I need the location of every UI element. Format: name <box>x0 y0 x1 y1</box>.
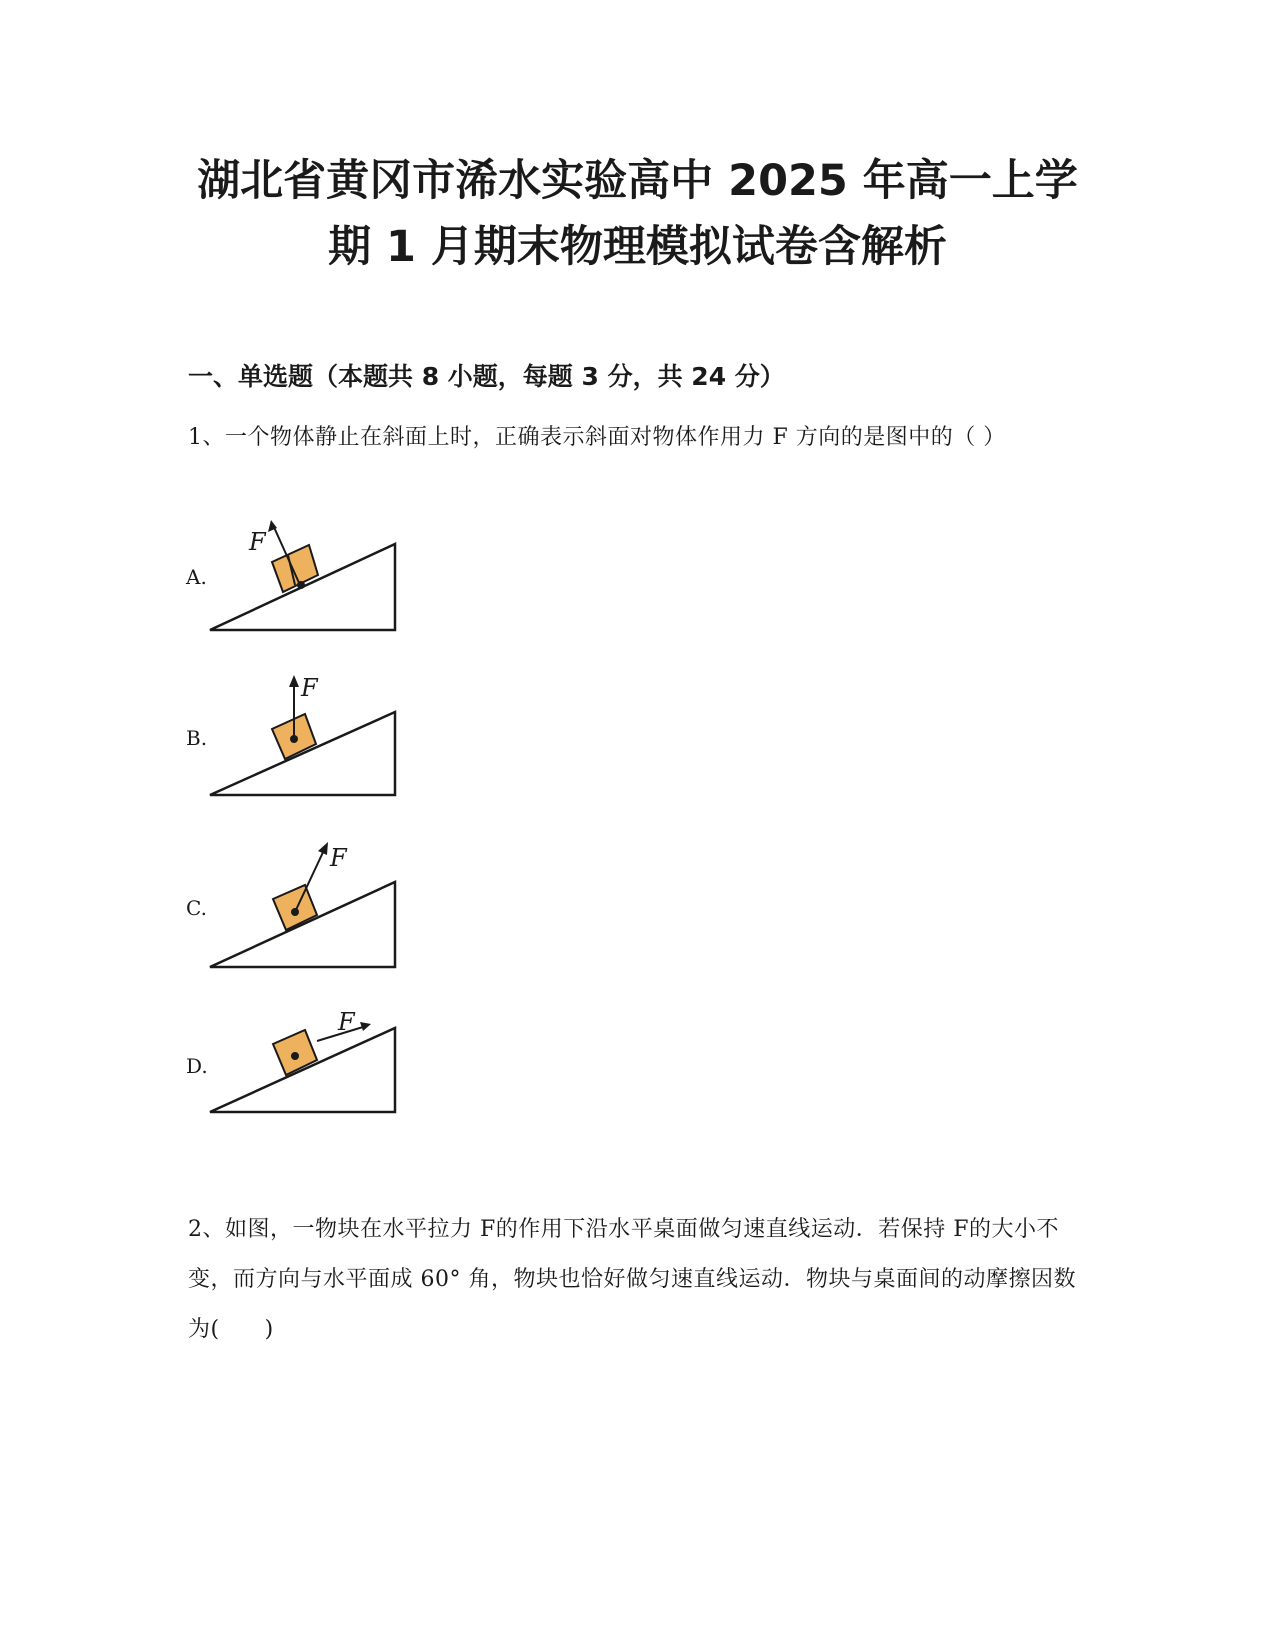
force-label: F <box>249 528 266 556</box>
section-heading: 一、单选题（本题共 8 小题，每题 3 分，共 24 分） <box>188 362 785 391</box>
option-a-figure <box>205 515 425 640</box>
force-arrowhead <box>289 675 299 687</box>
question-1-text: 1、一个物体静止在斜面上时，正确表示斜面对物体作用力 F 方向的是图中的（ ） <box>188 425 1006 450</box>
option-a-label: A. <box>186 565 207 589</box>
force-label: F <box>330 844 347 872</box>
option-c-figure <box>205 838 425 973</box>
center-dot <box>297 581 305 589</box>
option-c-label: C. <box>186 896 207 920</box>
force-arrowhead <box>360 1022 371 1031</box>
force-label: F <box>338 1008 355 1036</box>
center-dot <box>291 1052 299 1060</box>
option-b-label: B. <box>186 726 208 750</box>
option-d-figure <box>205 1008 425 1123</box>
option-b-figure <box>205 670 425 805</box>
force-label: F <box>301 674 318 702</box>
page-title-line-2: 期 1 月期末物理模拟试卷含解析 <box>328 222 947 272</box>
force-arrowhead <box>318 842 328 855</box>
center-dot <box>291 908 299 916</box>
center-dot <box>290 735 298 743</box>
page-title-line-1: 湖北省黄冈市浠水实验高中 2025 年高一上学 <box>197 156 1078 206</box>
question-2-text: 2、如图，一物块在水平拉力 F的作用下沿水平桌面做匀速直线运动．若保持 F的大小不变，而方向与水平面成 60° 角，物块也恰好做匀速直线运动．物块与桌面间的动摩擦因数为( ) <box>188 1217 1076 1342</box>
option-d-label: D. <box>186 1054 208 1078</box>
